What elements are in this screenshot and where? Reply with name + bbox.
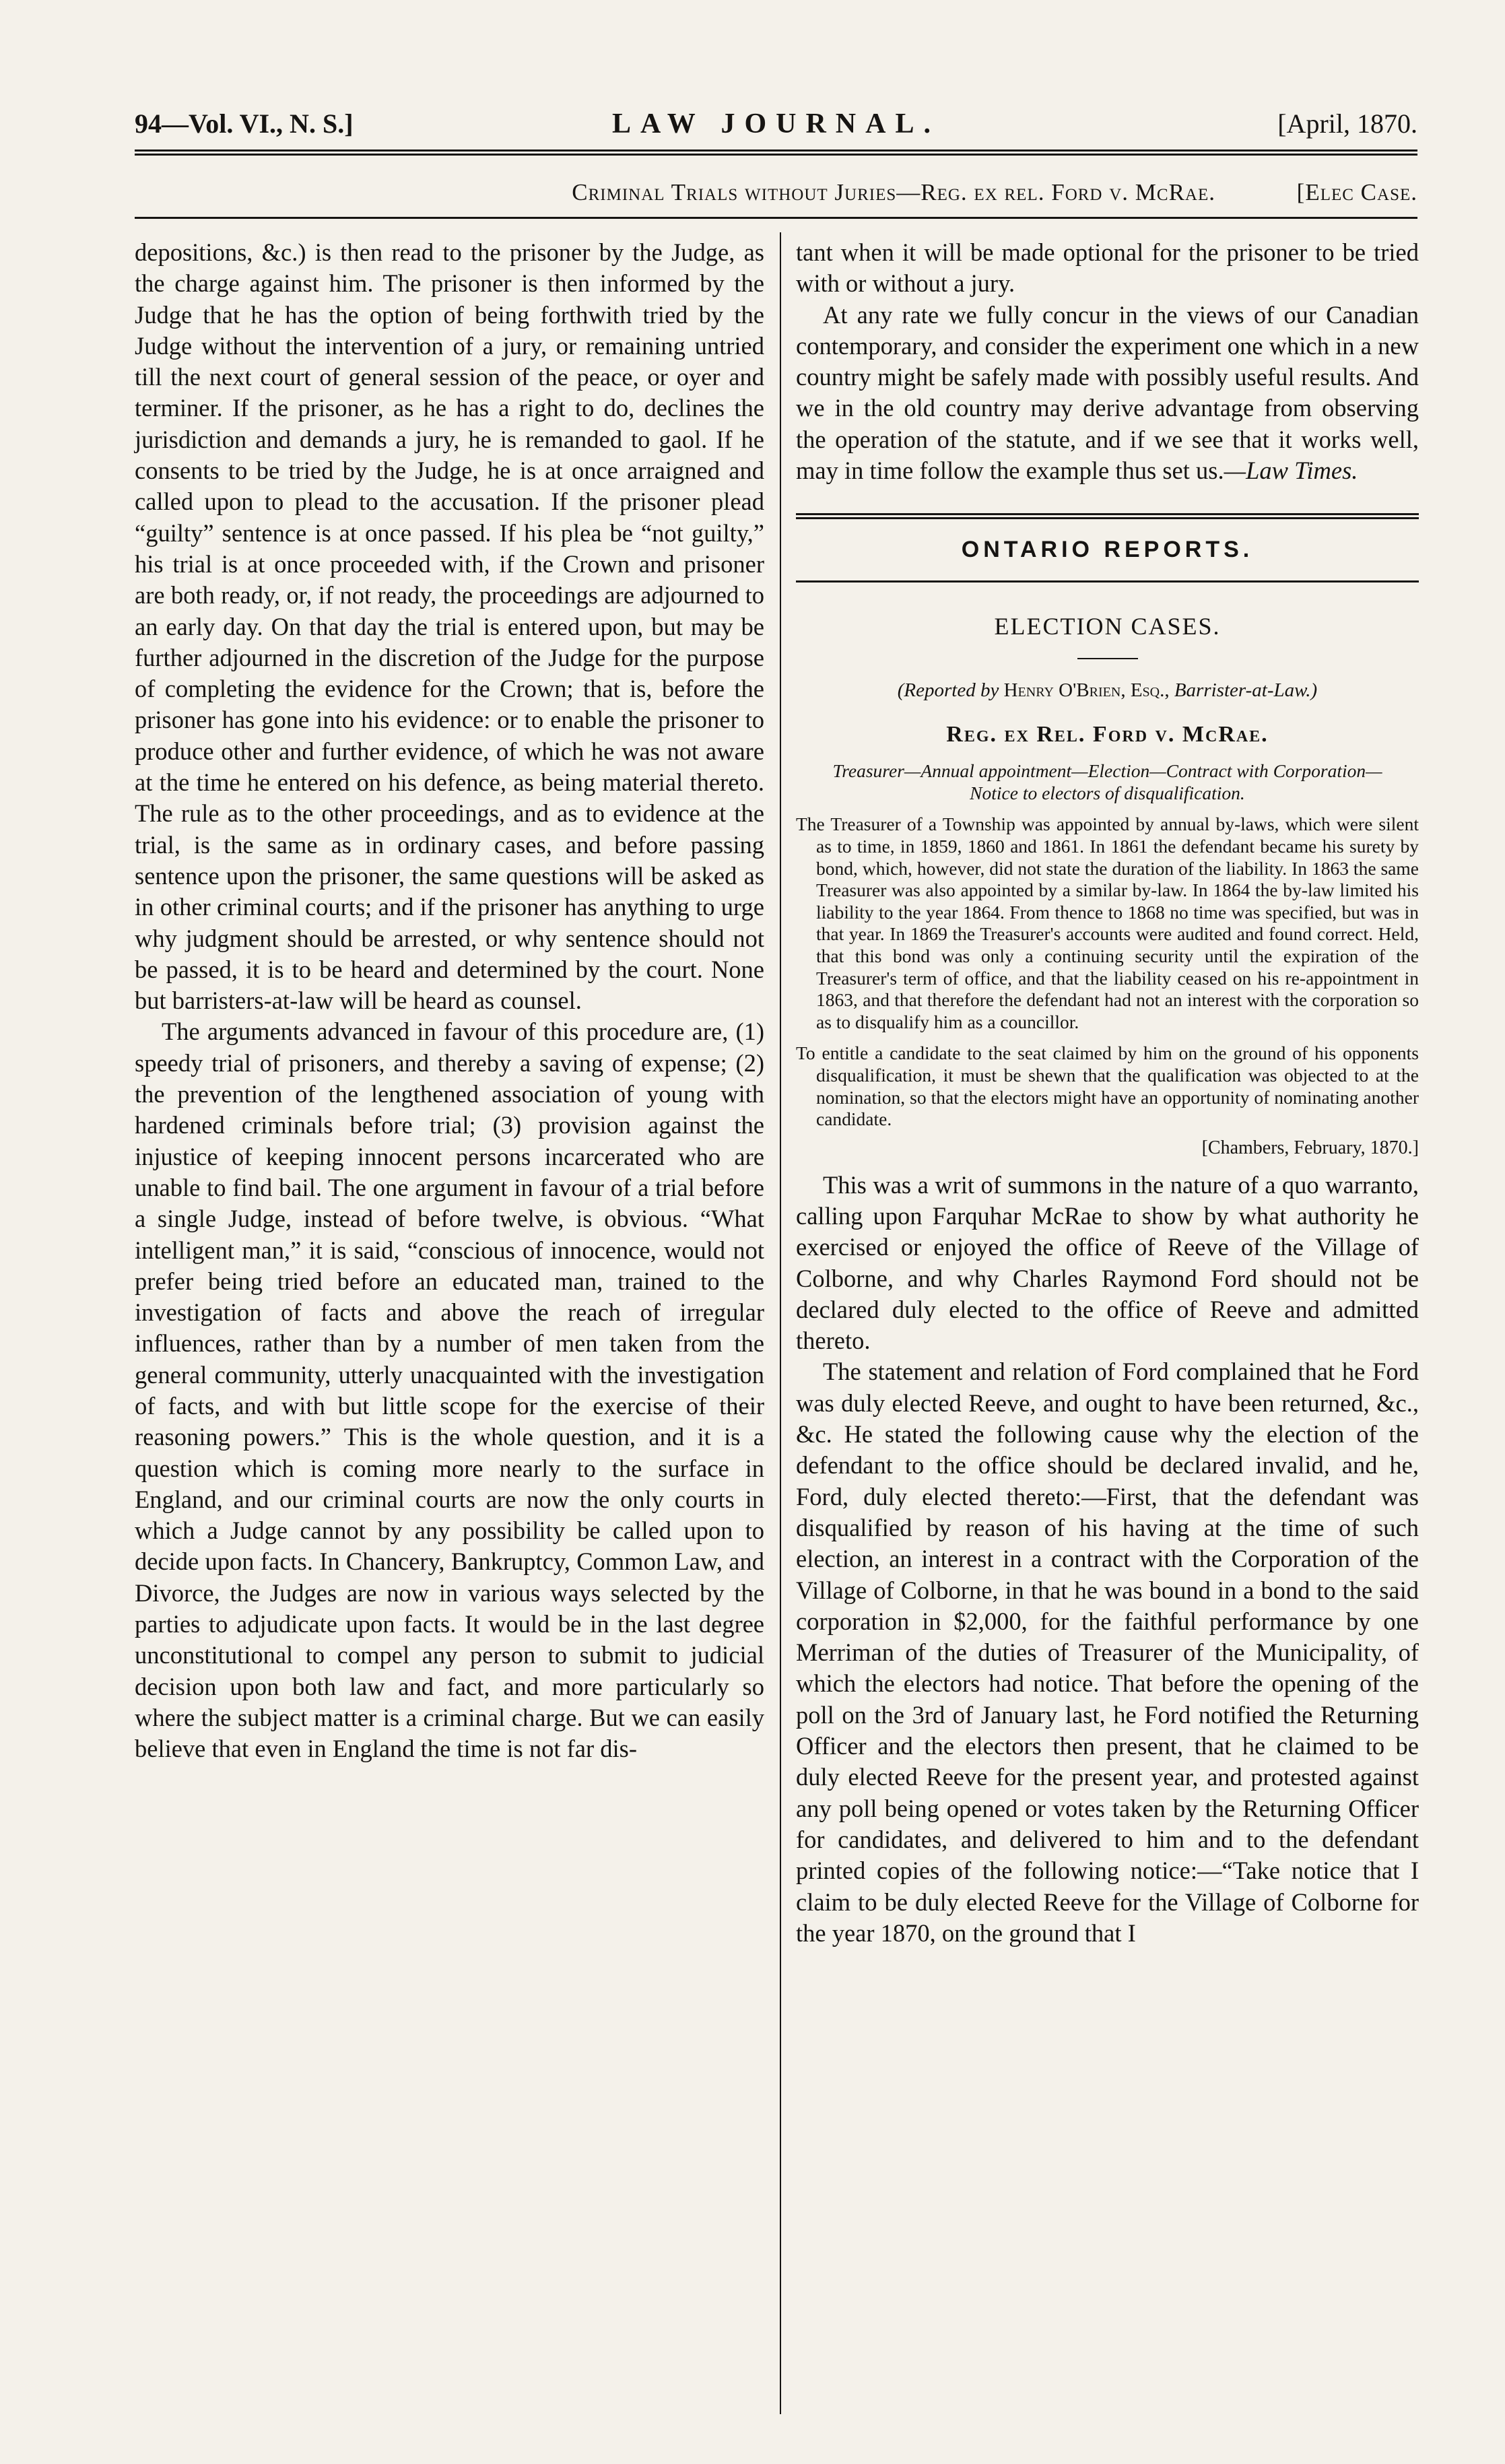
right-paragraph: tant when it will be made optional for the prisoner to be tried with or without a jury. (796, 238, 1419, 298)
section-rule (135, 217, 1417, 219)
election-mini-rule (1077, 658, 1138, 659)
right-column (796, 237, 1419, 2419)
left-paragraph: depositions, &c.) is then read to the prisoner by the Judge, as the charge against him. The prisoner is then informed by the Judge that he has the option of being forthwith tried by the Judge without the intervention of a jury, or remaining untried till the next court of general session of the peace, or oyer and terminer. If the prisoner, as he has a right to do, declines the jurisdiction and demands a jury, he is remanded to gaol. If he consents to be tried by the Judge, he is at once arraigned and called upon to plead to the accusation. If the prisoner plead “guilty” sentence is at once passed. If his plea be “not guilty,” his trial is at once proceeded with, if the Crown and prisoner are both ready, or, if not ready, the proceedings are adjourned to an early day. On that day the trial is entered upon, but may be further adjourned in the discretion of the Judge for the purpose of completing the evidence for the Crown; that is, before the prisoner has gone into his evidence: or to enable the prisoner to produce other and further evidence, of which he was not aware at the time he entered on his defence, as being material thereto. The rule as to the other proceedings, and as to evidence at the trial, is the same as in ordinary cases, and before passing sentence upon the prisoner, the same questions will be asked as in other criminal courts; and if the prisoner has anything to urge why judgment should be arrested, or why sentence should not be passed, it is to be heard and determined by the court. None but barristers-at-law will be heard as counsel. (135, 238, 764, 1015)
reports-double-rule (796, 513, 1419, 519)
page-reference: 94—Vol. VI., N. S.] (135, 108, 354, 139)
left-column (135, 237, 764, 2419)
law-times-attribution: —Law Times. (1224, 457, 1358, 485)
case-name: Reg. ex Rel. Ford v. McRae. (946, 722, 1269, 747)
reporter-line (796, 679, 1419, 702)
case-paragraph: This was a writ of summons in the nature of a quo warranto, calling upon Farquhar McRae to show by what authority he exercised or enjoyed the office of Reeve of the Village of Colborne, and why Charles Raymond Ford should not be declared duly elected to the office of Reeve and admitted thereto. (796, 1170, 1419, 1355)
left-paragraph: The arguments advanced in favour of this procedure are, (1) speedy trial of prisoners, and thereby a saving of expense; (2) the prevention of the lengthened association of young with hardened criminals before trial; (3) provision against the injustice of keeping innocent persons incarcerated who are unable to find bail. The one argument in favour of a trial before a single Judge, instead of before twelve, is obvious. “What intelligent man,” it is said, “conscious of innocence, would not prefer being tried before an educated man, trained to the investigation of facts and above the reach of irregular influences, rather than by a number of men taken from the general community, utterly unacquainted with the investigation of facts, and with but little scope for the exercise of their reasoning powers.” This is the whole question, and it is a question which is coming more nearly to the surface in England, and our criminal courts are now the only courts in which a Judge cannot by any possibility be called upon to decide upon facts. In Chancery, Bankruptcy, Common Law, and Divorce, the Judges are now in various ways selected by the parties to adjudicate upon facts. It would be in the last degree unconstitutional to compel any person to submit to judicial decision upon both law and fact, and more particularly so where the subject matter is a criminal charge. But we can easily believe that even in England the time is not far dis- (135, 1018, 764, 1763)
election-cases-heading: ELECTION CASES. (994, 613, 1221, 640)
headnote-paragraph: To entitle a candidate to the seat claimed by him on the ground of his opponents disqualification, it must be shewn that the qualification was objected to at the nomination, so that the electors might have an opportunity of nominating another candidate. (796, 1042, 1419, 1130)
case-body (796, 1170, 1419, 1949)
right-paragraph (796, 300, 1419, 487)
column-divider (780, 232, 781, 2414)
ontario-reports-heading: ONTARIO REPORTS. (961, 537, 1254, 563)
right-paragraph-text: At any rate we fully concur in the views of our Canadian contemporary, and consider the experiment one which in a new country might be safely made with possibly useful results. And we in the old country may derive advantage from observing the operation of the statute, and if we see that it works well, may in time follow the example thus set us. (796, 300, 1419, 485)
reporter-suffix: Barrister-at-Law.) (1174, 679, 1318, 702)
ontario-rule (796, 580, 1419, 582)
running-head (135, 101, 1417, 148)
reporter-name: Henry O'Brien, Esq., (1003, 679, 1170, 702)
issue-date: [April, 1870. (1277, 108, 1417, 139)
case-paragraph: The statement and relation of Ford complained that he Ford was duly elected Reeve, and ought to have been returned, &c., &c. He stated the following cause why the election of the defendant to the office should be declared invalid, and he, Ford, duly elected thereto:—First, that the defendant was disqualified by reason of his having at the time of such election, an interest in a contract with the Corporation of the Village of Colborne, in that he was bound in a bond to the said corporation in $2,000, for the faithful performance by one Merriman of the duties of Treasurer of the Municipality, of which the electors had notice. That before the opening of the poll on the 3rd of January last, he Ford notified the Returning Officer and the electors then present, that he claimed to be duly elected Reeve for the present year, and protested against any poll being opened or votes taken by the Returning Officer for candidates, and delivered to him and to the defendant printed copies of the following notice:—“Take notice that I claim to be duly elected Reeve for the Village of Colborne for the year 1870, on the ground that I (796, 1358, 1419, 1947)
headnote-paragraph: The Treasurer of a Township was appointed by annual by-laws, which were silent as to time, in 1859, 1860 and 1861. In 1861 the defendant became his surety by bond, which, however, did not state the duration of the liability. In 1863 the same Treasurer was also appointed by a similar by-law. In 1864 the by-law limited his liability to the year 1864. From thence to 1868 no time was specified, but was in that year. In 1869 the Treasurer's accounts were audited and found correct. Held, that this bond was only a continuing security until the expiration of the Treasurer's term of office, and that the liability ceased on his re-appointment in 1863, and that therefore the defendant had not an interest with the corporation so as to disqualify him as a councillor. (796, 813, 1419, 1032)
journal-title: LAW JOURNAL. (612, 108, 940, 139)
chambers-date: [Chambers, February, 1870.] (1201, 1137, 1419, 1158)
reporter-prefix: (Reported by (897, 679, 999, 702)
section-head (135, 174, 1417, 211)
section-title: Criminal Trials without Juries—Reg. ex rel. Ford v. McRae. (572, 179, 1215, 205)
header-double-rule (135, 149, 1417, 156)
headnote-subject: Treasurer—Annual appointment—Election—Contract with Corporation—Notice to electors of disqualification. (832, 760, 1382, 804)
section-tag: [Elec Case. (1296, 179, 1417, 205)
